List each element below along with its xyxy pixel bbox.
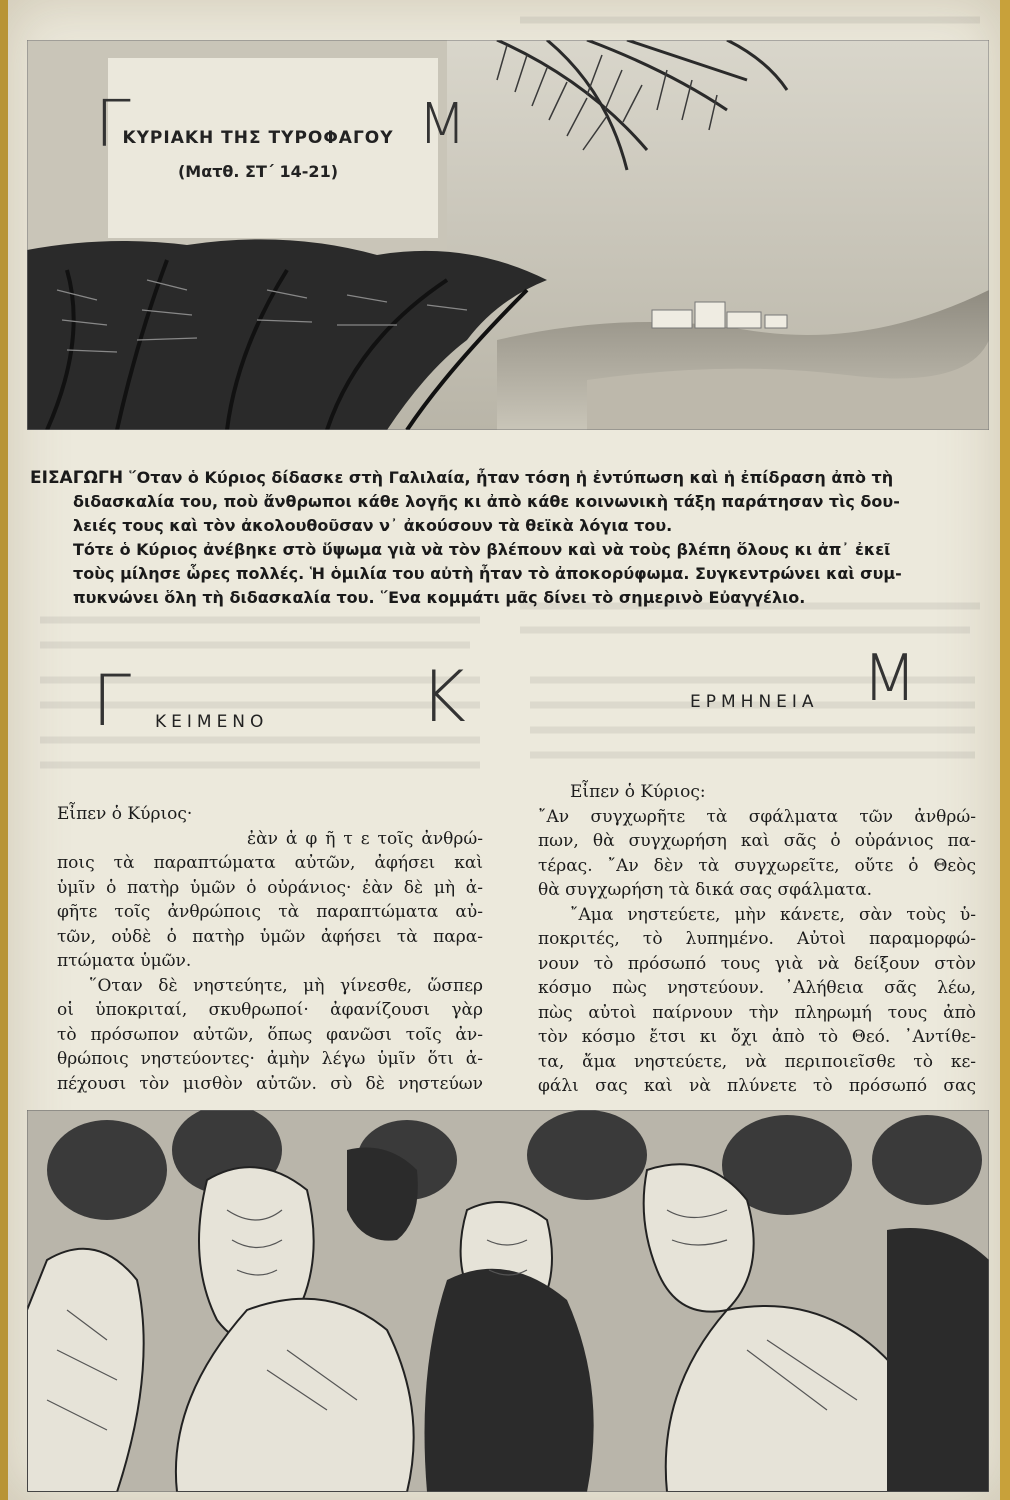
keimeno-heading: ΚΕΙΜΕΝΟ xyxy=(155,712,269,732)
intro-line-2: διδασκαλία του, ποὺ ἄνθρωποι κάθε λογῆς κι ἀπὸ κάθε κοινωνικὴ τάξη παράτησαν τὶς δου- xyxy=(73,492,900,511)
handwritten-mark-g: Γ xyxy=(92,660,131,742)
handwritten-mark-m: Μ xyxy=(862,642,918,716)
handwritten-mark-top-left: Γ xyxy=(95,88,131,162)
intro-label: ΕΙΣΑΓΩΓΗ xyxy=(30,468,124,488)
title-block xyxy=(108,58,438,238)
page-title: ΚΥΡΙΑΚΗ ΤΗΣ ΤΥΡΟΦΑΓΟΥ xyxy=(122,128,394,148)
page-edge-left xyxy=(0,0,8,1500)
page-edge-right xyxy=(1000,0,1010,1500)
ermineia-line: τέρας. ῎Αν δὲν τὰ συγχωρεῖτε, οὔτε ὁ Θεὸς xyxy=(538,855,976,876)
ermineia-line: πων, θὰ συγχωρήση καὶ σᾶς ὁ οὐράνιος πα- xyxy=(538,831,976,851)
ermineia-line: ῎Αν συγχωρῆτε τὰ σφάλματα τῶν ἀνθρώ- xyxy=(538,806,976,827)
handwritten-mark-top-right: Μ xyxy=(418,92,467,157)
keimeno-line: ἐὰν ἀ φ ῆ τ ε τοῖς ἀνθρώ- xyxy=(247,828,483,849)
handwritten-mark-k: Κ xyxy=(420,656,466,738)
intro-line-6: πυκνώνει ὅλη τὴ διδασκαλία του. ῞Ενα κομμάτι μᾶς δίνει τὸ σημερινὸ Εὐαγγέλιο. xyxy=(73,588,806,607)
keimeno-line: ποις τὰ παραπτώματα αὐτῶν, ἀφήσει καὶ xyxy=(57,853,483,873)
intro-line-3: λειές τους καὶ τὸν ἀκολουθοῦσαν ν᾿ ἀκούσουν τὰ θεϊκὰ λόγια του. xyxy=(73,516,673,535)
keimeno-line: πτώματα ὑμῶν. xyxy=(57,951,192,971)
keimeno-line: οἱ ὑποκριταί, σκυθρωποί· ἀφανίζουσι γὰρ xyxy=(57,1000,483,1020)
keimeno-line: φῆτε τοῖς ἀνθρώποις τὰ παραπτώματα αὐ- xyxy=(57,902,483,922)
keimeno-line: ὑμῖν ὁ πατὴρ ὑμῶν ὁ οὐράνιος· ἐὰν δὲ μὴ ἀ- xyxy=(57,877,483,898)
keimeno-column xyxy=(57,802,483,1096)
ermineia-line: τὸν κόσμο ἔτσι κι ὄχι ἀπὸ τὸ Θεό. ᾽Αντίθε- xyxy=(538,1027,976,1047)
crowd-illustration xyxy=(27,1110,989,1492)
intro-line-5: τοὺς μίλησε ὧρες πολλές. Ἡ ὁμιλία του αὐτὴ ἦταν τὸ ἀποκορύφωμα. Συγκεντρώνει καὶ συμ- xyxy=(73,564,902,583)
keimeno-line: πέχουσι τὸν μισθὸν αὐτῶν. σὺ δὲ νηστεύων xyxy=(57,1073,483,1094)
keimeno-line: τῶν, οὐδὲ ὁ πατὴρ ὑμῶν ἀφήσει τὰ παρα- xyxy=(57,926,483,947)
ermineia-line: θὰ συγχωρήση τὰ δικά σας σφάλματα. xyxy=(538,880,873,900)
keimeno-line: τὸ πρόσωπον αὐτῶν, ὅπως φανῶσι τοῖς ἀν- xyxy=(57,1024,483,1045)
keimeno-line: ῞Οταν δὲ νηστεύητε, μὴ γίνεσθε, ὥσπερ xyxy=(89,975,483,996)
intro-line-4: Τότε ὁ Κύριος ἀνέβηκε στὸ ὕψωμα γιὰ νὰ τὸν βλέπουν καὶ νὰ τοὺς βλέπη ὅλους κι ἀπ᾿ ἐκεῖ xyxy=(73,540,891,559)
ermineia-line: νουν τὸ πρόσωπό τους γιὰ νὰ δείξουν στὸν xyxy=(538,953,976,974)
ermineia-line: τα, ἄμα νηστεύετε, νὰ περιποιεῖσθε τὸ κε- xyxy=(538,1051,976,1072)
ermineia-column xyxy=(538,780,976,1099)
ermineia-line: ποκριτές, τὸ λυπημένο. Αὐτοὶ παραμορφώ- xyxy=(538,929,976,949)
ermineia-line: κόσμο πὼς νηστεύουν. ᾽Αλήθεια σᾶς λέω, xyxy=(538,978,976,998)
ermineia-line: Εἶπεν ὁ Κύριος: xyxy=(570,782,706,802)
ermineia-line: ῎Αμα νηστεύετε, μὴν κάνετε, σὰν τοὺς ὑ- xyxy=(570,904,976,925)
keimeno-line: θρώποις νηστεύοντες· ἀμὴν λέγω ὑμῖν ὅτι ἀ- xyxy=(57,1049,483,1069)
ermineia-heading: ΕΡΜΗΝΕΙΑ xyxy=(690,692,819,712)
keimeno-line: Εἶπεν ὁ Κύριος· xyxy=(57,804,193,824)
ermineia-line: φάλι σας καὶ νὰ πλύνετε τὸ πρόσωπό σας xyxy=(538,1076,976,1096)
intro-line-1: ΕΙΣΑΓΩΓΗ ῞Οταν ὁ Κύριος δίδασκε στὴ Γαλιλαία, ἦταν τόση ἡ ἐντύπωση καὶ ἡ ἐπίδραση ἀπὸ τὴ xyxy=(30,468,894,488)
intro-paragraph xyxy=(30,466,990,610)
ermineia-line: πὼς αὐτοὶ παίρνουν τὴν πληρωμή τους ἀπὸ xyxy=(538,1002,976,1023)
scripture-reference: (Ματθ. ΣΤ΄ 14-21) xyxy=(177,162,339,181)
